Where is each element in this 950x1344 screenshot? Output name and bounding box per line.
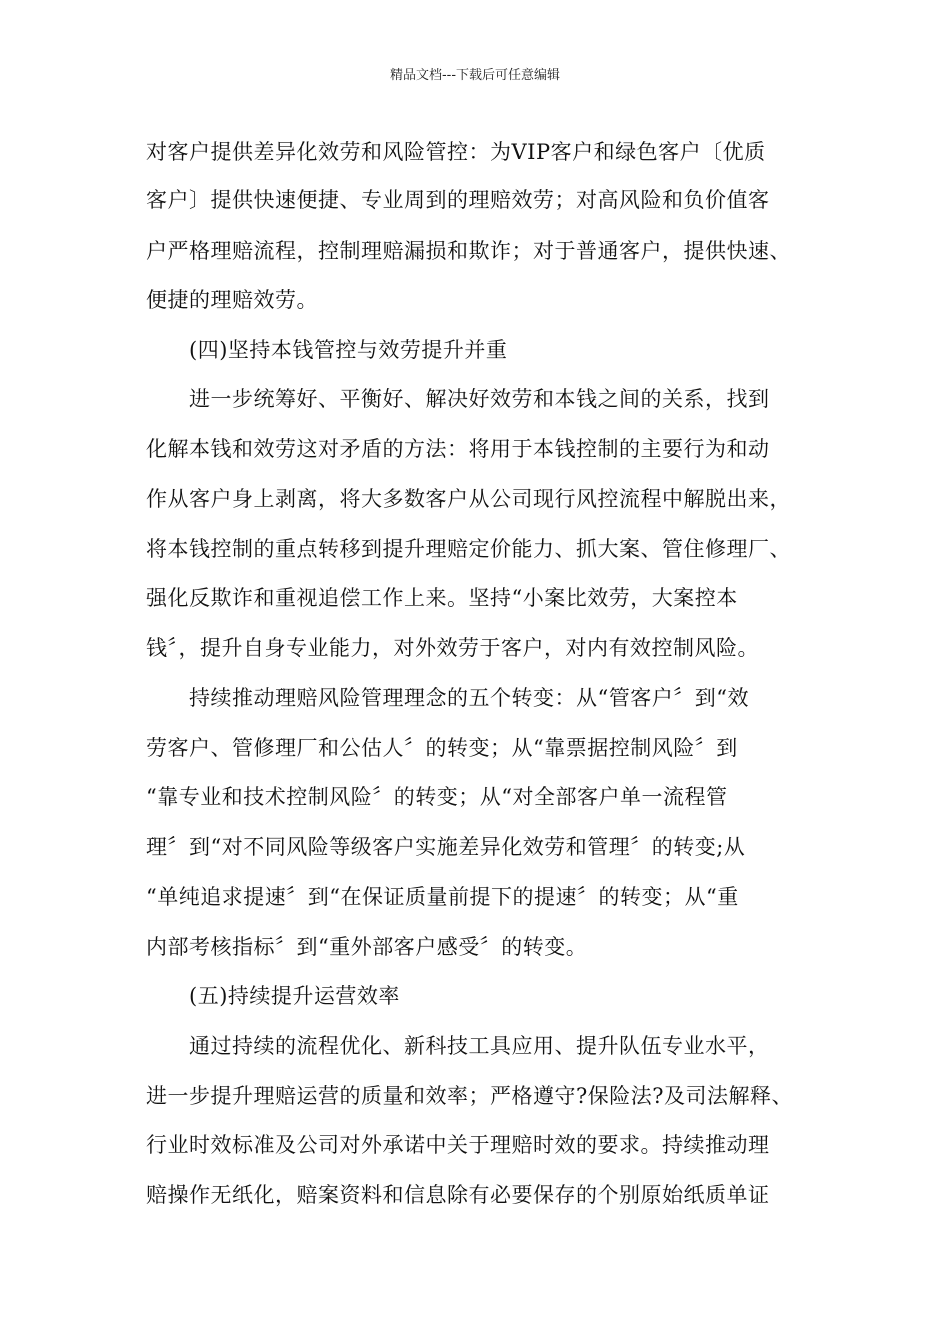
- text-line: “靠专业和技术控制风险〞的转变；从“对全部客户单一流程管: [146, 785, 728, 809]
- text-line: 便捷的理赔效劳。: [146, 288, 318, 312]
- text-line: 通过持续的流程优化、新科技工具应用、提升队伍专业水平，: [189, 1034, 770, 1058]
- page-header: 精品文档---下载后可任意编辑: [389, 68, 561, 83]
- text-line: 作从客户身上剥离，将大多数客户从公司现行风控流程中解脱出来，: [146, 487, 791, 511]
- section-heading: (五)持续提升运营效率: [189, 984, 400, 1008]
- text-line: 对客户提供差异化效劳和风险管控：为VIP客户和绿色客户〔优质: [146, 140, 766, 164]
- text-line: “单纯追求提速〞到“在保证质量前提下的提速〞的转变；从“重: [146, 885, 739, 909]
- text-line: 户严格理赔流程，控制理赔漏损和欺诈；对于普通客户，提供快速、: [146, 239, 791, 263]
- text-line: 持续推动理赔风险管理理念的五个转变：从“管客户〞到“效: [189, 686, 749, 710]
- text-line: 化解本钱和效劳这对矛盾的方法：将用于本钱控制的主要行为和动: [146, 437, 770, 461]
- text-line: 进一步提升理赔运营的质量和效率；严格遵守?保险法?及司法解释、: [146, 1084, 794, 1108]
- text-line: 进一步统筹好、平衡好、解决好效劳和本钱之间的关系，找到: [189, 387, 770, 411]
- section-heading: (四)坚持本钱管控与效劳提升并重: [189, 338, 508, 362]
- text-line: 赔操作无纸化，赔案资料和信息除有必要保存的个别原始纸质单证: [146, 1183, 770, 1207]
- text-line: 强化反欺诈和重视追偿工作上来。坚持“小案比效劳，大案控本: [146, 586, 738, 610]
- text-line: 客户〕提供快速便捷、专业周到的理赔效劳；对高风险和负价值客: [146, 188, 770, 212]
- text-line: 内部考核指标〞到“重外部客户感受〞的转变。: [146, 935, 588, 959]
- text-line: 钱〞，提升自身专业能力，对外效劳于客户，对内有效控制风险。: [146, 636, 759, 660]
- text-line: 劳客户、管修理厂和公估人〞的转变；从“靠票据控制风险〞到: [146, 736, 738, 760]
- text-line: 将本钱控制的重点转移到提升理赔定价能力、抓大案、管住修理厂、: [146, 537, 791, 561]
- text-line: 理〞到“对不同风险等级客户实施差异化效劳和管理〞的转变;从: [146, 835, 746, 859]
- text-line: 行业时效标准及公司对外承诺中关于理赔时效的要求。持续推动理: [146, 1133, 770, 1157]
